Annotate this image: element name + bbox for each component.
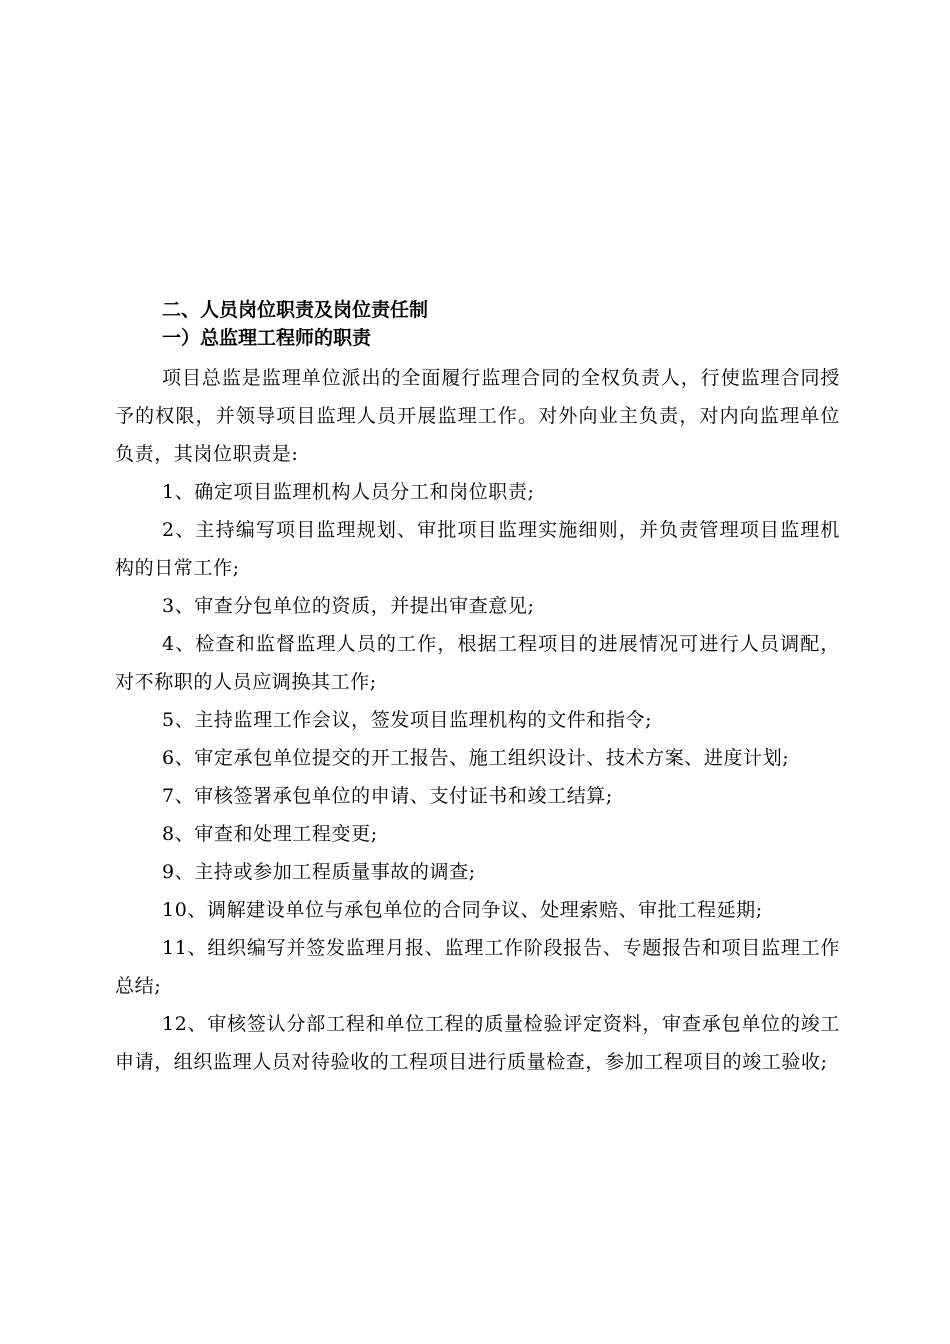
duty-item-6: 6、审定承包单位提交的开工报告、施工组织设计、技术方案、进度计划;	[162, 747, 790, 769]
duty-item-12: 12、审核签认分部工程和单位工程的质量检验评定资料，审查承包单位的竣工申请，组织监理人员对待验收的工程项目进行质量检查，参加工程项目的竣工验收;	[115, 1013, 840, 1073]
duty-item-10: 10、调解建设单位与承包单位的合同争议、处理索赔、审批工程延期;	[162, 899, 763, 921]
section-title: 二、人员岗位职责及岗位责任制	[162, 299, 429, 321]
document-body	[115, 296, 840, 1081]
duty-item-1: 1、确定项目监理机构人员分工和岗位职责;	[162, 481, 535, 503]
duty-item-3: 3、审查分包单位的资质，并提出审查意见;	[162, 595, 535, 617]
subsection-title: 一）总监理工程师的职责	[162, 327, 372, 349]
duty-item-8: 8、审查和处理工程变更;	[162, 823, 378, 845]
duty-item-5: 5、主持监理工作会议，签发项目监理机构的文件和指令;	[162, 709, 653, 731]
intro-paragraph: 项目总监是监理单位派出的全面履行监理合同的全权负责人，行使监理合同授予的权限，并领导项目监理人员开展监理工作。对外向业主负责，对内向监理单位负责，其岗位职责是:	[115, 367, 840, 465]
duty-item-4: 4、检查和监督监理人员的工作，根据工程项目的进展情况可进行人员调配，对不称职的人员应调换其工作;	[115, 633, 840, 693]
duty-item-7: 7、审核签署承包单位的申请、支付证书和竣工结算;	[162, 785, 613, 807]
duty-item-2: 2、主持编写项目监理规划、审批项目监理实施细则，并负责管理项目监理机构的日常工作;	[115, 519, 840, 579]
duty-item-11: 11、组织编写并签发监理月报、监理工作阶段报告、专题报告和项目监理工作总结;	[115, 937, 840, 997]
duty-item-9: 9、主持或参加工程质量事故的调查;	[162, 861, 476, 883]
